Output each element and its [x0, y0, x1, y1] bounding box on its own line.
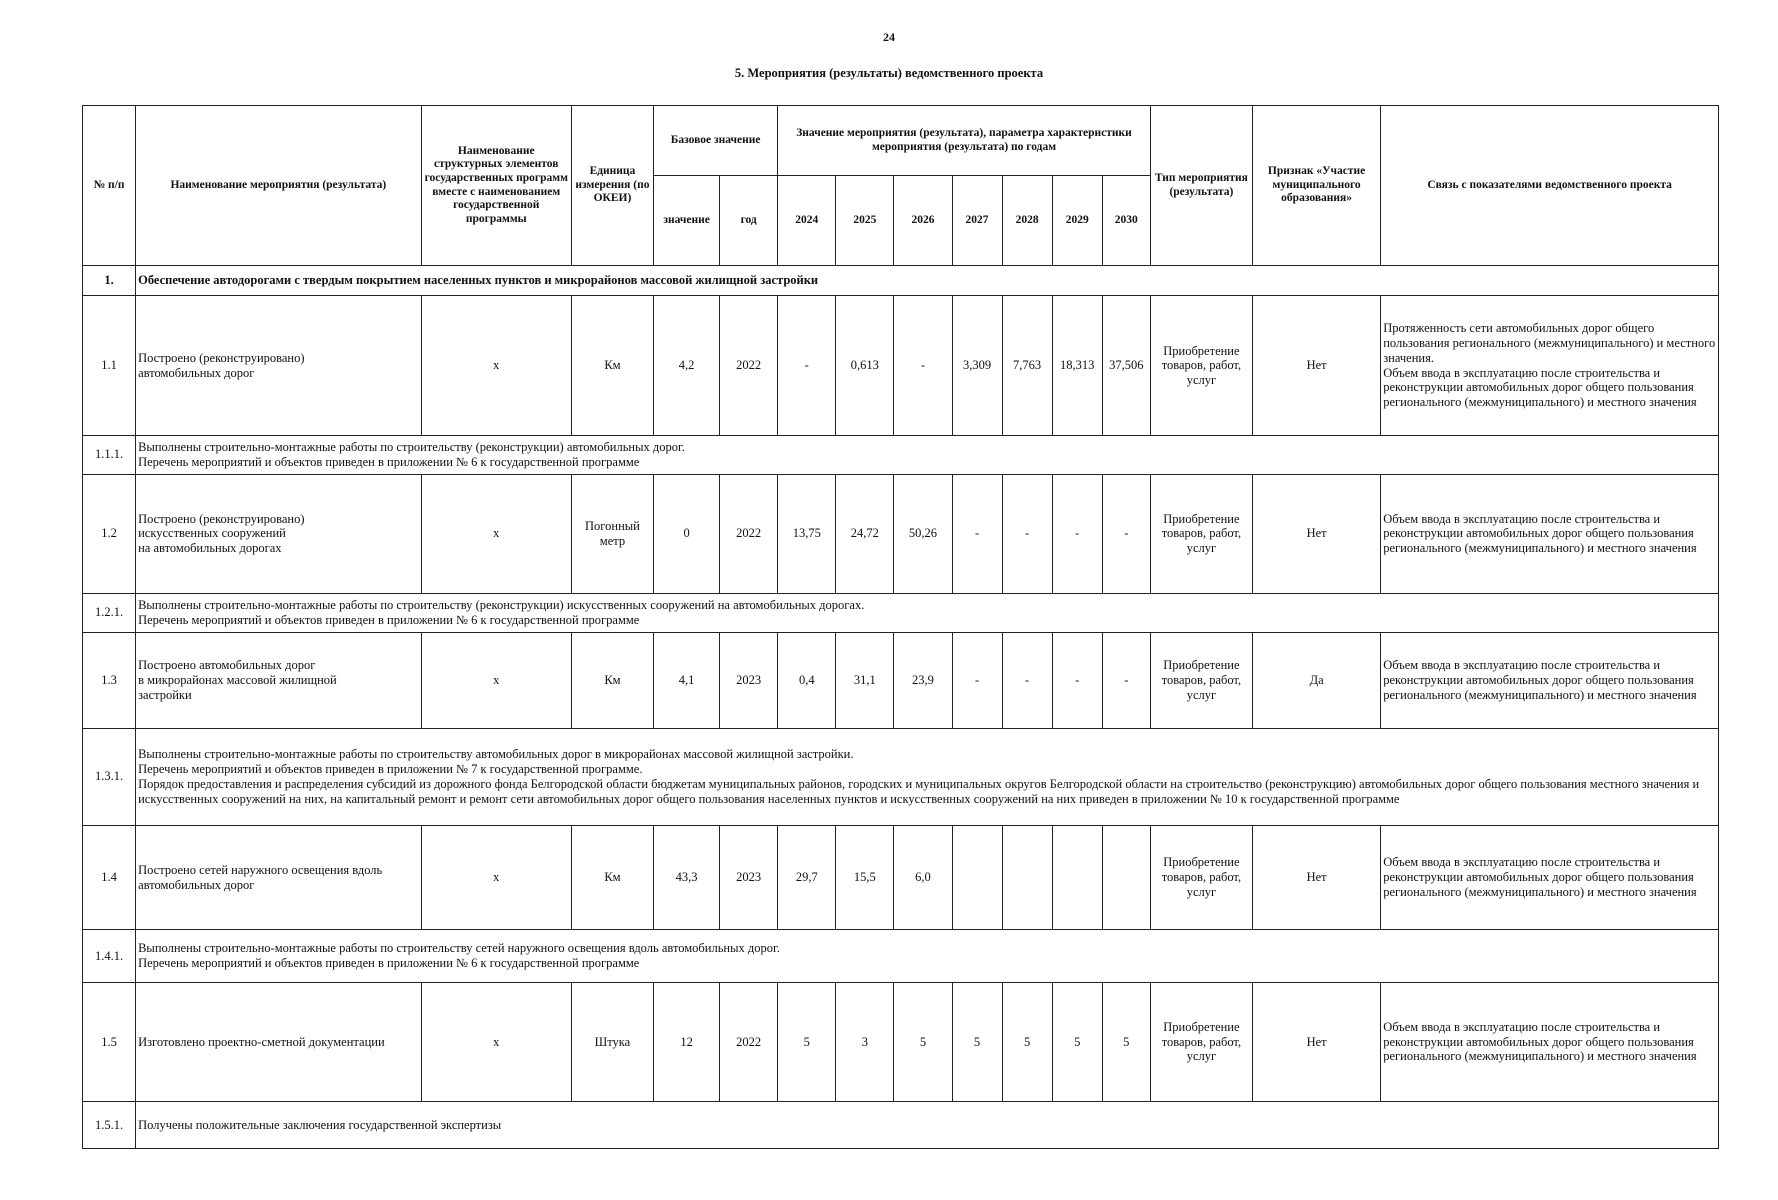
row-num: 1.4 — [83, 825, 136, 929]
row-base-value: 4,2 — [654, 296, 720, 436]
row-participation: Да — [1252, 632, 1380, 728]
row-base-value: 0 — [654, 474, 720, 593]
row-unit: Км — [571, 632, 653, 728]
row-value: 0,4 — [778, 632, 836, 728]
row-value — [1052, 825, 1102, 929]
results-table — [82, 105, 1719, 1149]
header-struct: Наименование структурных элементов государственных программ вместе с наименованием государственной программы — [421, 106, 571, 266]
section-title: 5. Мероприятия (результаты) ведомственного проекта — [734, 66, 1044, 80]
row-value: - — [1052, 474, 1102, 593]
row-type: Приобретение товаров, работ, услуг — [1150, 825, 1252, 929]
row-value: 23,9 — [894, 632, 952, 728]
header-link: Связь с показателями ведомственного проекта — [1381, 106, 1719, 266]
sub-row — [83, 728, 1719, 825]
row-participation: Нет — [1252, 825, 1380, 929]
row-value: 24,72 — [836, 474, 894, 593]
header-unit: Единица измерения (по ОКЕИ) — [571, 106, 653, 266]
sub-text: Выполнены строительно-монтажные работы по строительству сетей наружного освещения вдоль автомобильных дорог. Перечень мероприятий и объектов приведен в приложении № 6 к государственной программе — [136, 930, 1719, 983]
row-value: 5 — [1052, 982, 1102, 1101]
header-values-by-year: Значение мероприятия (результата), параметра характеристики мероприятия (результата) по годам — [778, 106, 1151, 176]
row-base-year: 2023 — [720, 825, 778, 929]
row-value: 5 — [952, 982, 1002, 1101]
row-link: Объем ввода в эксплуатацию после строительства и реконструкции автомобильных дорог общего пользования регионального (межмуниципального) и местного значения — [1381, 825, 1719, 929]
sub-row — [83, 1102, 1719, 1149]
row-struct: х — [421, 825, 571, 929]
row-participation: Нет — [1252, 982, 1380, 1101]
sub-num: 1.5.1. — [83, 1102, 136, 1149]
row-link: Объем ввода в эксплуатацию после строительства и реконструкции автомобильных дорог общего пользования регионального (межмуниципального) и местного значения — [1381, 474, 1719, 593]
sub-text: Выполнены строительно-монтажные работы по строительству автомобильных дорог в микрорайонах массовой жилищной застройки. Перечень мероприятий и объектов приведен в приложении № 7 к государственной программе. Порядок предоставления и распределения субсидий из дорожного фонда Белгородской области бюджетам муниципальных районов, городских и муниципальных округов Белгородской области на строительство (реконструкцию) автомобильных дорог общего пользования местного значения и искусственных сооружений на них, на капитальный ремонт и ремонт сети автомобильных дорог общего пользования населенных пунктов и искусственных сооружений на них приведен в приложении № 10 к государственной программе — [136, 728, 1719, 825]
row-value: - — [1052, 632, 1102, 728]
section-num: 1. — [83, 266, 136, 296]
row-name: Изготовлено проектно-сметной документации — [136, 982, 422, 1101]
row-base-value: 4,1 — [654, 632, 720, 728]
header-year: 2026 — [894, 176, 952, 266]
row-unit: Км — [571, 825, 653, 929]
table-row — [83, 982, 1719, 1101]
row-value: - — [894, 296, 952, 436]
row-base-year: 2022 — [720, 982, 778, 1101]
row-value: 18,313 — [1052, 296, 1102, 436]
row-link: Протяженность сети автомобильных дорог общего пользования регионального (межмуниципального) и местного значения. Объем ввода в эксплуатацию после строительства и реконструкции автомобильных дорог общего пользования регионального (межмуниципального) и местного значения — [1381, 296, 1719, 436]
row-value: - — [1002, 632, 1052, 728]
row-value: 3,309 — [952, 296, 1002, 436]
row-name: Построено сетей наружного освещения вдоль автомобильных дорог — [136, 825, 422, 929]
row-base-value: 43,3 — [654, 825, 720, 929]
header-participation: Признак «Участие муниципального образования» — [1252, 106, 1380, 266]
row-value: - — [952, 632, 1002, 728]
header-base-year: год — [720, 176, 778, 266]
row-type: Приобретение товаров, работ, услуг — [1150, 474, 1252, 593]
section-title-cell: Обеспечение автодорогами с твердым покрытием населенных пунктов и микрорайонов массовой жилищной застройки — [136, 266, 1719, 296]
row-value: 29,7 — [778, 825, 836, 929]
row-base-value: 12 — [654, 982, 720, 1101]
row-value: - — [1102, 474, 1150, 593]
row-value: 5 — [1002, 982, 1052, 1101]
sub-num: 1.1.1. — [83, 436, 136, 474]
row-num: 1.2 — [83, 474, 136, 593]
row-value: 3 — [836, 982, 894, 1101]
sub-text: Выполнены строительно-монтажные работы по строительству (реконструкции) автомобильных дорог. Перечень мероприятий и объектов приведен в приложении № 6 к государственной программе — [136, 436, 1719, 474]
header-row-1 — [83, 106, 1719, 176]
header-year: 2030 — [1102, 176, 1150, 266]
row-link: Объем ввода в эксплуатацию после строительства и реконструкции автомобильных дорог общего пользования регионального (межмуниципального) и местного значения — [1381, 982, 1719, 1101]
row-name: Построено автомобильных дорог в микрорайонах массовой жилищной застройки — [136, 632, 422, 728]
sub-row — [83, 594, 1719, 632]
row-participation: Нет — [1252, 296, 1380, 436]
row-value: 7,763 — [1002, 296, 1052, 436]
row-struct: х — [421, 474, 571, 593]
row-base-year: 2022 — [720, 474, 778, 593]
row-type: Приобретение товаров, работ, услуг — [1150, 296, 1252, 436]
section-row — [83, 266, 1719, 296]
sub-num: 1.2.1. — [83, 594, 136, 632]
row-name: Построено (реконструировано) автомобильных дорог — [136, 296, 422, 436]
row-struct: х — [421, 296, 571, 436]
row-value — [1102, 825, 1150, 929]
row-value — [952, 825, 1002, 929]
sub-text: Выполнены строительно-монтажные работы по строительству (реконструкции) искусственных сооружений на автомобильных дорогах. Перечень мероприятий и объектов приведен в приложении № 6 к государственной программе — [136, 594, 1719, 632]
sub-num: 1.4.1. — [83, 930, 136, 983]
row-num: 1.1 — [83, 296, 136, 436]
header-base-value: значение — [654, 176, 720, 266]
row-link: Объем ввода в эксплуатацию после строительства и реконструкции автомобильных дорог общего пользования регионального (межмуниципального) и местного значения — [1381, 632, 1719, 728]
header-name: Наименование мероприятия (результата) — [136, 106, 422, 266]
row-struct: х — [421, 982, 571, 1101]
row-value: 37,506 — [1102, 296, 1150, 436]
row-value: - — [1102, 632, 1150, 728]
row-unit: Погонный метр — [571, 474, 653, 593]
sub-row — [83, 436, 1719, 474]
table-row — [83, 632, 1719, 728]
row-value: 5 — [1102, 982, 1150, 1101]
header-year: 2029 — [1052, 176, 1102, 266]
row-num: 1.5 — [83, 982, 136, 1101]
row-participation: Нет — [1252, 474, 1380, 593]
row-value: 13,75 — [778, 474, 836, 593]
row-value: 5 — [894, 982, 952, 1101]
row-name: Построено (реконструировано) искусственных сооружений на автомобильных дорогах — [136, 474, 422, 593]
row-unit: Штука — [571, 982, 653, 1101]
header-num: № п/п — [83, 106, 136, 266]
row-type: Приобретение товаров, работ, услуг — [1150, 982, 1252, 1101]
table-row — [83, 296, 1719, 436]
header-year: 2028 — [1002, 176, 1052, 266]
table-row — [83, 825, 1719, 929]
row-value: 5 — [778, 982, 836, 1101]
row-value: 31,1 — [836, 632, 894, 728]
row-num: 1.3 — [83, 632, 136, 728]
page-number: 24 — [883, 30, 895, 44]
row-value: 15,5 — [836, 825, 894, 929]
header-year: 2025 — [836, 176, 894, 266]
row-value: 50,26 — [894, 474, 952, 593]
row-value: - — [778, 296, 836, 436]
row-base-year: 2022 — [720, 296, 778, 436]
sub-num: 1.3.1. — [83, 728, 136, 825]
table-row — [83, 474, 1719, 593]
row-value: 6,0 — [894, 825, 952, 929]
header-type: Тип мероприятия (результата) — [1150, 106, 1252, 266]
row-value — [1002, 825, 1052, 929]
row-value: 0,613 — [836, 296, 894, 436]
row-value: - — [1002, 474, 1052, 593]
row-type: Приобретение товаров, работ, услуг — [1150, 632, 1252, 728]
sub-row — [83, 930, 1719, 983]
row-base-year: 2023 — [720, 632, 778, 728]
sub-text: Получены положительные заключения государственной экспертизы — [136, 1102, 1719, 1149]
header-base: Базовое значение — [654, 106, 778, 176]
header-year: 2024 — [778, 176, 836, 266]
row-struct: х — [421, 632, 571, 728]
header-year: 2027 — [952, 176, 1002, 266]
row-unit: Км — [571, 296, 653, 436]
row-value: - — [952, 474, 1002, 593]
